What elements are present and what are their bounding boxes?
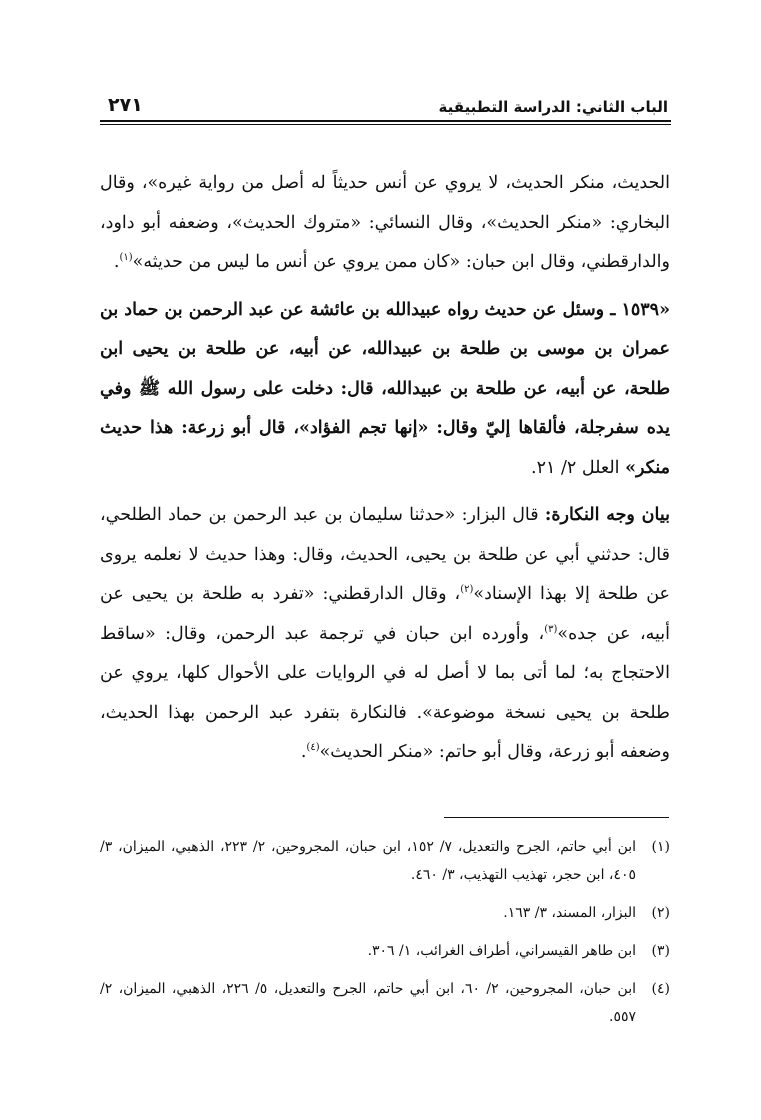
footnotes — [100, 833, 670, 1041]
footnote-item — [100, 937, 670, 965]
paragraph-narrators-text: الحديث، منكر الحديث، لا يروي عن أنس حديثاً له أصل من رواية غيره»، وقال البخاري: «منكر الحديث»، وقال النسائي: «متروك الحديث»، وضعفه أبو داود، والدارقطني، وقال ابن حبان: «كان ممن يروي عن أنس ما ليس من حديثه» — [100, 173, 670, 272]
page-number: ٢٧١ — [108, 94, 143, 116]
header-rule-thick — [100, 120, 671, 122]
nakarah-text-end: . — [300, 742, 307, 762]
paragraph-hadith-1539 — [100, 291, 670, 489]
hadith-quote: «١٥٣٩ ـ وسئل عن حديث رواه عبيدالله بن عائشة عن عبد الرحمن بن حماد بن عمران بن موسى بن طلحة بن عبيدالله، عن أبيه، عن طلحة بن يحيى ابن طلحة، عن أبيه، عن طلحة بن عبيدالله، قال: دخلت على رسول الله ﷺ وفي يده سفرجلة، فألقاها إليّ وقال: «إنها تجم الفؤاد»، قال أبو زرعة: هذا حديث منكر» — [100, 299, 670, 478]
main-text — [100, 164, 670, 773]
footnote-ref-2: (٢) — [460, 584, 474, 596]
paragraph-narrators-end: . — [113, 252, 120, 272]
header-rule-thin — [100, 124, 671, 125]
page-header — [108, 82, 668, 116]
paragraph-narrators — [100, 164, 670, 283]
footnote-number: (٣) — [651, 943, 670, 959]
footnote-number: (٤) — [651, 981, 670, 997]
footnote-item — [100, 899, 670, 927]
footnote-text: ابن أبي حاتم، الجرح والتعديل، ٧/ ١٥٢، ابن حبان، المجروحين، ٢/ ٢٢٣، الذهبي، الميزان، ٣/ ٤٠٥، ابن حجر، تهذيب التهذيب، ٣/ ٤٦٠. — [100, 839, 637, 883]
nakarah-text-b: ، وقال الدارقطني: «تفرد به طلحة بن يحيى عن أبيه، عن جده» — [100, 584, 670, 644]
footnote-number: (٢) — [651, 905, 670, 921]
footnote-text: البزار، المسند، ٣/ ١٦٣. — [503, 905, 636, 921]
footnote-item — [100, 975, 670, 1031]
footnote-ref-4: (٤) — [306, 742, 320, 754]
footnote-text: ابن حبان، المجروحين، ٢/ ٦٠، ابن أبي حاتم، الجرح والتعديل، ٥/ ٢٢٦، الذهبي، الميزان، ٢/ ٥٥٧. — [100, 981, 636, 1025]
hadith-source: العلل ٢/ ٢١. — [531, 457, 626, 478]
footnote-item — [100, 833, 670, 889]
nakarah-label: بيان وجه النكارة: — [544, 505, 670, 525]
footnote-ref-1: (١) — [119, 252, 133, 264]
nakarah-text-a: قال البزار: «حدثنا سليمان بن عبد الرحمن بن حماد الطلحي، قال: حدثني أبي عن طلحة بن يحيى، الحديث، وقال: وهذا حديث لا نعلمه يروى عن طلحة إلا بهذا الإسناد» — [100, 505, 670, 604]
footnote-ref-3: (٣) — [544, 623, 558, 635]
running-title: الباب الثاني: الدراسة التطبيقية — [438, 98, 668, 116]
paragraph-nakarah — [100, 496, 670, 773]
footnote-separator — [444, 817, 669, 818]
nakarah-text-c: ، وأورده ابن حبان في ترجمة عبد الرحمن، وقال: «ساقط الاحتجاج به؛ لما أتى بما لا أصل له في الروايات على الأحوال كلها، يروي عن طلحة بن يحيى نسخة موضوعة». فالنكارة بتفرد عبد الرحمن بهذا الحديث، وضعفه أبو زرعة، وقال أبو حاتم: «منكر الحديث» — [100, 623, 670, 762]
footnote-text: ابن طاهر القيسراني، أطراف الغرائب، ١/ ٣٠٦. — [367, 943, 636, 959]
footnote-number: (١) — [651, 839, 670, 855]
